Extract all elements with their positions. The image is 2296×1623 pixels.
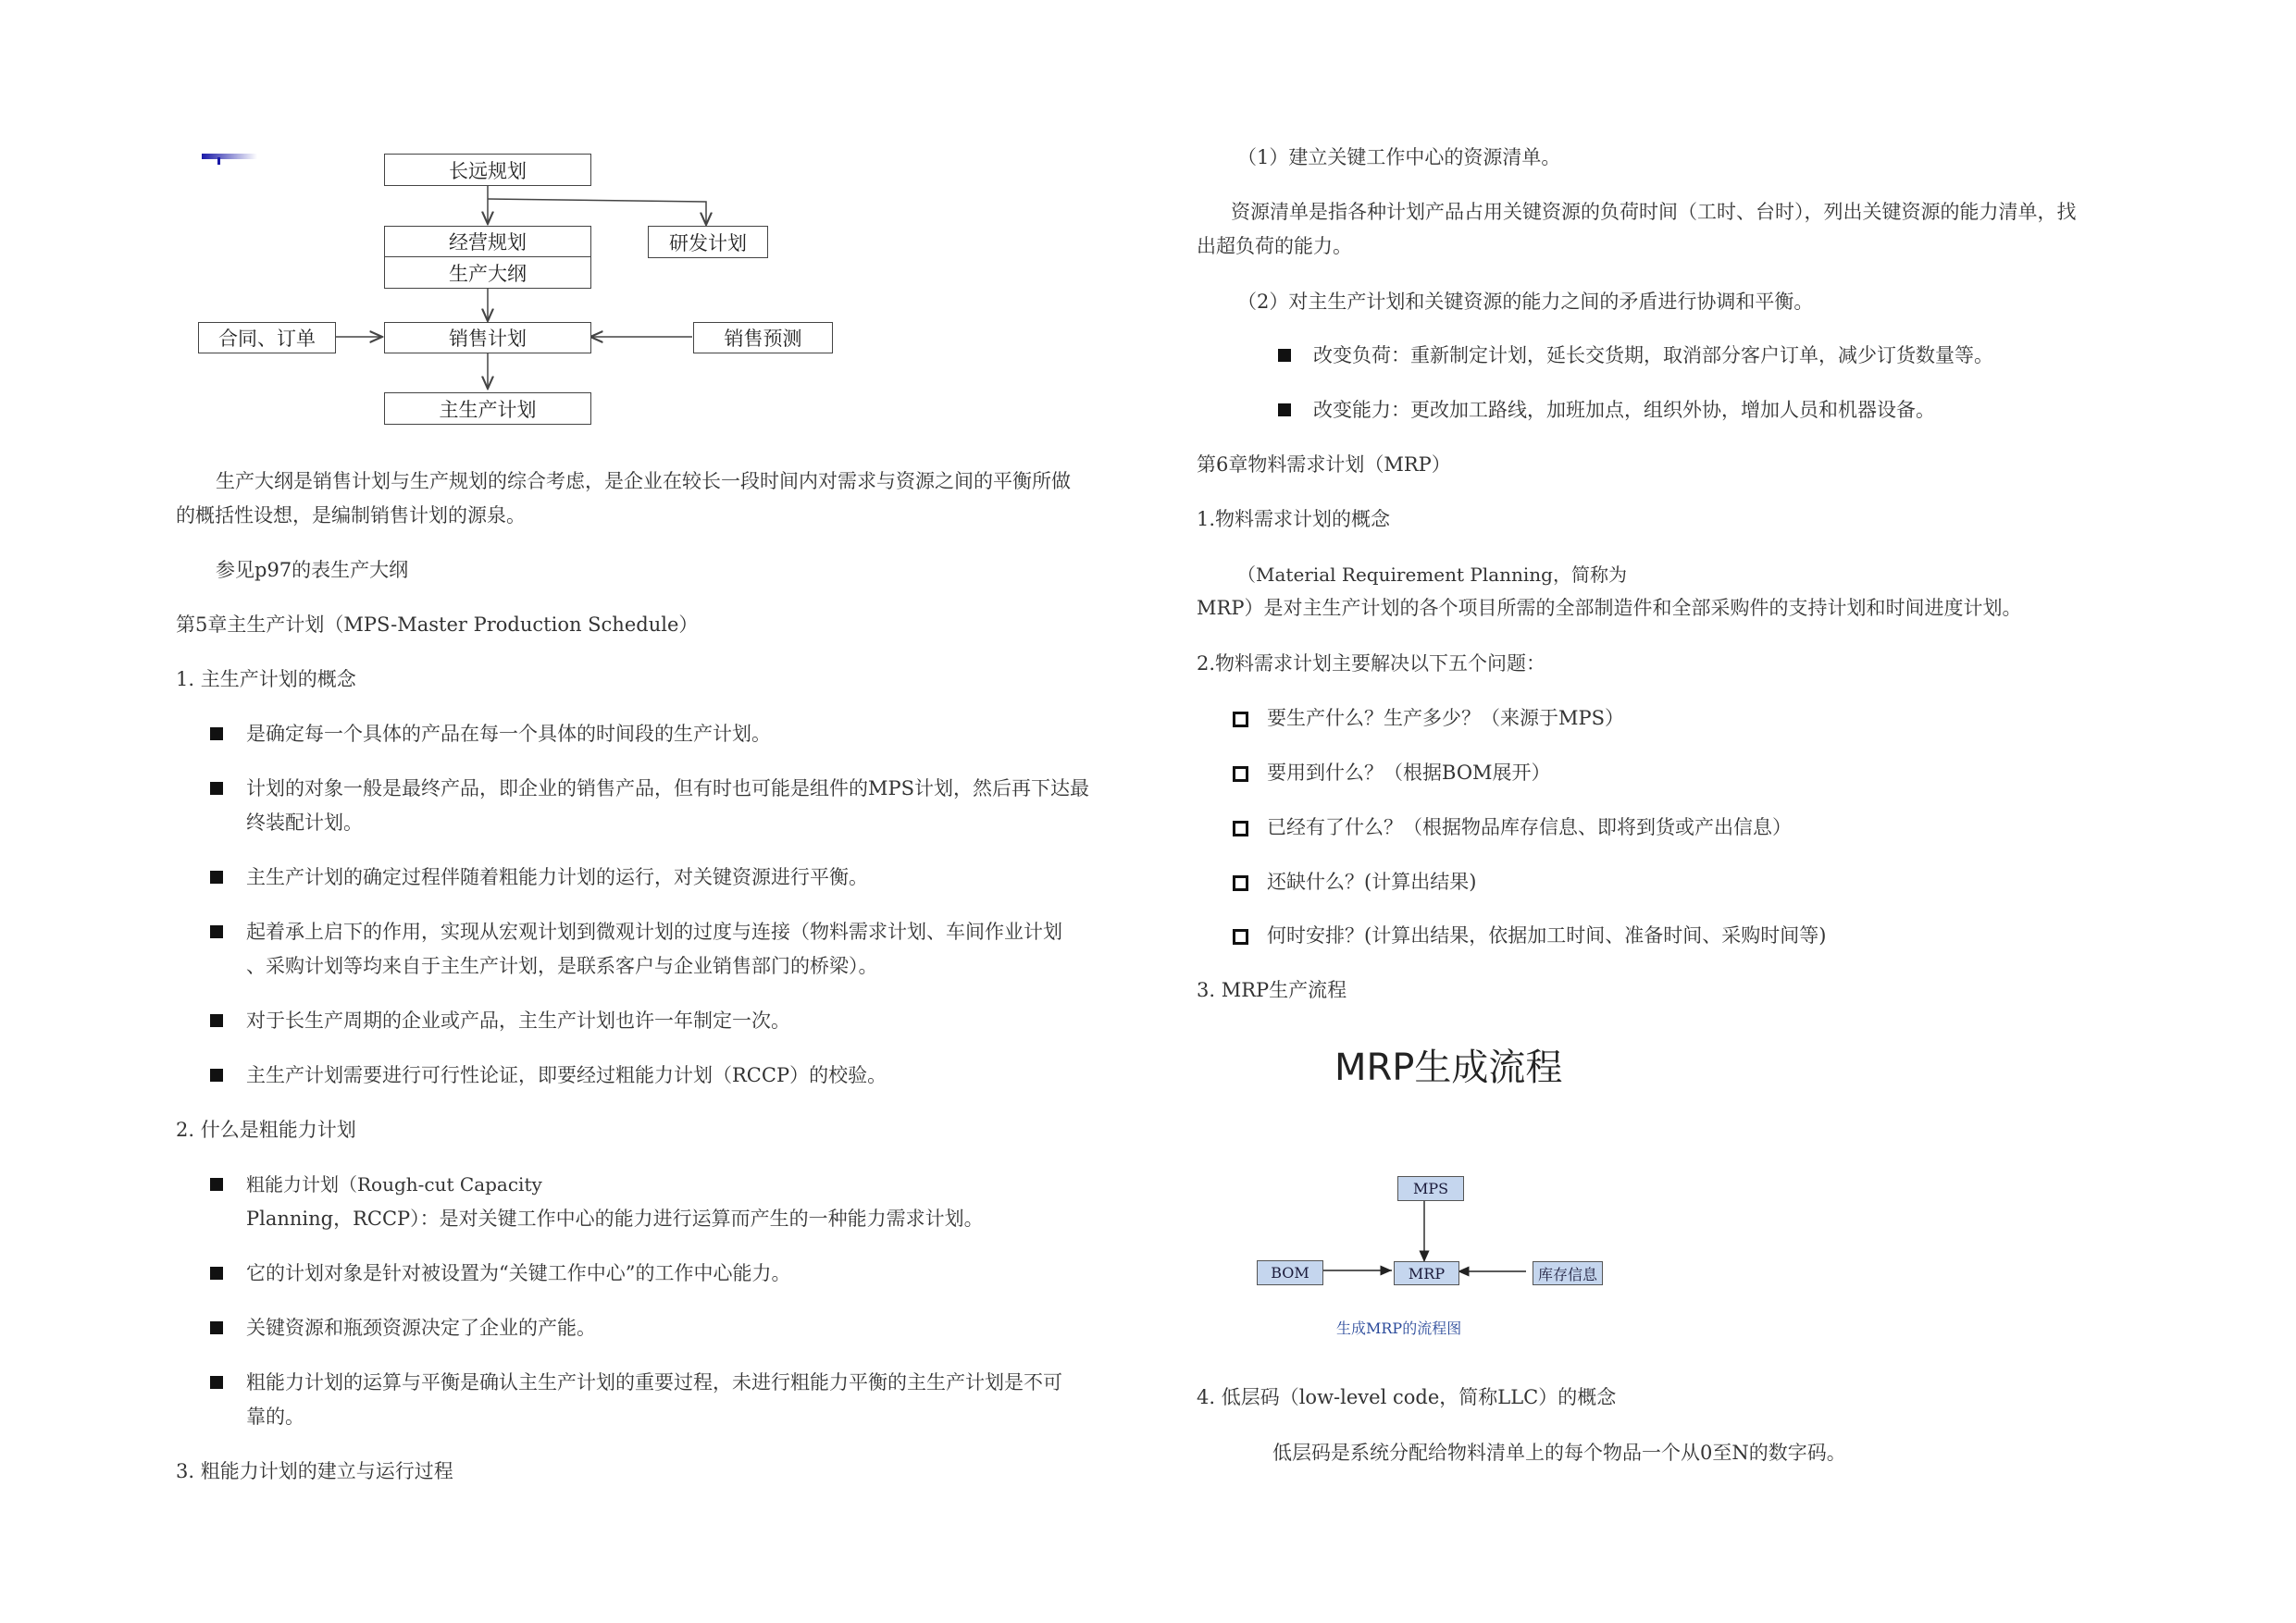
para-outline-line2: 的概括性设想，是编制销售计划的源泉。 <box>176 504 526 527</box>
section-llc: 4. 低层码（low-level code，简称LLC）的概念 <box>1197 1386 1617 1408</box>
section-mrp-problems: 2.物料需求计划主要解决以下五个问题： <box>1197 652 1546 675</box>
mps-bullet-1: 是确定每一个具体的产品在每一个具体的时间段的生产计划。 <box>246 723 771 745</box>
flow-contract-order: 合同、订单 <box>198 322 336 353</box>
resource-list-line2: 出超负荷的能力。 <box>1197 235 1352 257</box>
mrp-node-inventory: 库存信息 <box>1533 1261 1603 1285</box>
rccp-bullet-2: 它的计划对象是针对被设置为“关键工作中心”的工作中心能力。 <box>246 1262 791 1284</box>
bullet-square <box>210 871 223 884</box>
bullet-square <box>210 782 223 795</box>
mps-bullet-4-line2: 、采购计划等均来自于主生产计划，是联系客户与企业销售部门的桥梁）。 <box>246 955 878 977</box>
flow-sales-plan: 销售计划 <box>384 322 591 353</box>
mrp-diagram-title: MRP生成流程 <box>1334 1047 1563 1089</box>
bullet-square <box>210 1014 223 1027</box>
bullet-square <box>210 1376 223 1389</box>
bullet-hollow-square <box>1233 929 1248 945</box>
bullet-hollow-square <box>1233 875 1248 891</box>
resource-list-line1: 资源清单是指各种计划产品占用关键资源的负荷时间（工时、台时），列出关键资源的能力清单，找 <box>1231 201 2077 223</box>
flow-sales-forecast: 销售预测 <box>693 322 833 353</box>
mrp-node-mrp: MRP <box>1394 1261 1459 1285</box>
section-mrp-concept: 1.物料需求计划的概念 <box>1197 508 1391 530</box>
mrp-question-3: 已经有了什么？（根据物品库存信息、即将到货或产出信息） <box>1267 816 1792 838</box>
mrp-question-4: 还缺什么？(计算出结果) <box>1267 871 1477 893</box>
flow-long-range-plan: 长远规划 <box>384 154 591 186</box>
right-item-1: （1）建立关键工作中心的资源清单。 <box>1237 146 1561 168</box>
rccp-bullet-1-line1: 粗能力计划（Rough-cut Capacity <box>246 1173 542 1196</box>
right-item-2: （2）对主生产计划和关键资源的能力之间的矛盾进行协调和平衡。 <box>1237 291 1814 313</box>
flow-business-plan: 经营规划 <box>384 226 591 257</box>
section-rccp-process: 3. 粗能力计划的建立与运行过程 <box>176 1460 453 1482</box>
chapter6-heading: 第6章物料需求计划（MRP） <box>1197 453 1451 476</box>
mrp-concept-line2: MRP）是对主生产计划的各个项目所需的全部制造件和全部采购件的支持计划和时间进度计划。 <box>1197 597 2022 619</box>
bullet-square <box>1278 403 1291 416</box>
bullet-square <box>210 1321 223 1334</box>
rccp-bullet-4-line1: 粗能力计划的运算与平衡是确认主生产计划的重要过程，未进行粗能力平衡的主生产计划是不可 <box>246 1371 1062 1394</box>
mrp-question-2: 要用到什么？（根据BOM展开） <box>1267 762 1551 784</box>
section-mrp-process: 3. MRP生产流程 <box>1197 979 1347 1001</box>
mrp-diagram-caption: 生成MRP的流程图 <box>1336 1319 1462 1337</box>
mps-bullet-5: 对于长生产周期的企业或产品，主生产计划也许一年制定一次。 <box>246 1010 790 1032</box>
mrp-node-bom: BOM <box>1257 1260 1323 1285</box>
bullet-square <box>210 727 223 740</box>
mps-bullet-6: 主生产计划需要进行可行性论证，即要经过粗能力计划（RCCP）的校验。 <box>246 1064 887 1086</box>
section-rccp: 2. 什么是粗能力计划 <box>176 1119 356 1141</box>
rccp-bullet-1-line2: Planning，RCCP）：是对关键工作中心的能力进行运算而产生的一种能力需求计划。 <box>246 1208 984 1230</box>
mrp-question-1: 要生产什么？生产多少？（来源于MPS） <box>1267 707 1625 729</box>
rccp-bullet-4-line2: 靠的。 <box>246 1406 304 1428</box>
mps-bullet-2-line2: 终装配计划。 <box>246 812 363 834</box>
rccp-bullet-3: 关键资源和瓶颈资源决定了企业的产能。 <box>246 1317 596 1339</box>
bullet-hollow-square <box>1233 821 1248 836</box>
mps-bullet-2-line1: 计划的对象一般是最终产品，即企业的销售产品，但有时也可能是组件的MPS计划，然后再下达最 <box>246 777 1090 799</box>
mrp-node-mps: MPS <box>1397 1176 1464 1201</box>
para-outline-line1: 生产大纲是销售计划与生产规划的综合考虑，是企业在较长一段时间内对需求与资源之间的平衡所做 <box>216 470 1071 492</box>
bullet-hollow-square <box>1233 712 1248 727</box>
bullet-square <box>210 1178 223 1191</box>
para-see-p97: 参见p97的表生产大纲 <box>216 559 409 581</box>
section-mps-concept: 1. 主生产计划的概念 <box>176 668 356 690</box>
bullet-hollow-square <box>1233 766 1248 782</box>
flow-production-outline: 生产大纲 <box>384 256 591 289</box>
mps-bullet-4-line1: 起着承上启下的作用，实现从宏观计划到微观计划的过度与连接（物料需求计划、车间作业计划 <box>246 921 1062 943</box>
change-capacity-bullet: 改变能力：更改加工路线，加班加点，组织外协，增加人员和机器设备。 <box>1313 399 1935 421</box>
llc-definition: 低层码是系统分配给物料清单上的每个物品一个从0至N的数字码。 <box>1272 1442 1846 1464</box>
mrp-concept-line1: （Material Requirement Planning，简称为 <box>1237 564 1627 586</box>
flow-rnd-plan: 研发计划 <box>648 226 768 258</box>
mrp-question-5: 何时安排？(计算出结果，依据加工时间、准备时间、采购时间等) <box>1267 924 1827 947</box>
bullet-square <box>210 1267 223 1280</box>
mps-bullet-3: 主生产计划的确定过程伴随着粗能力计划的运行，对关键资源进行平衡。 <box>246 866 868 888</box>
flow-master-production-plan: 主生产计划 <box>384 392 591 425</box>
bullet-square <box>210 925 223 938</box>
chapter5-heading: 第5章主生产计划（MPS-Master Production Schedule） <box>176 613 699 636</box>
bullet-square <box>1278 349 1291 362</box>
bullet-square <box>210 1069 223 1082</box>
change-load-bullet: 改变负荷：重新制定计划，延长交货期，取消部分客户订单，减少订货数量等。 <box>1313 344 1993 366</box>
